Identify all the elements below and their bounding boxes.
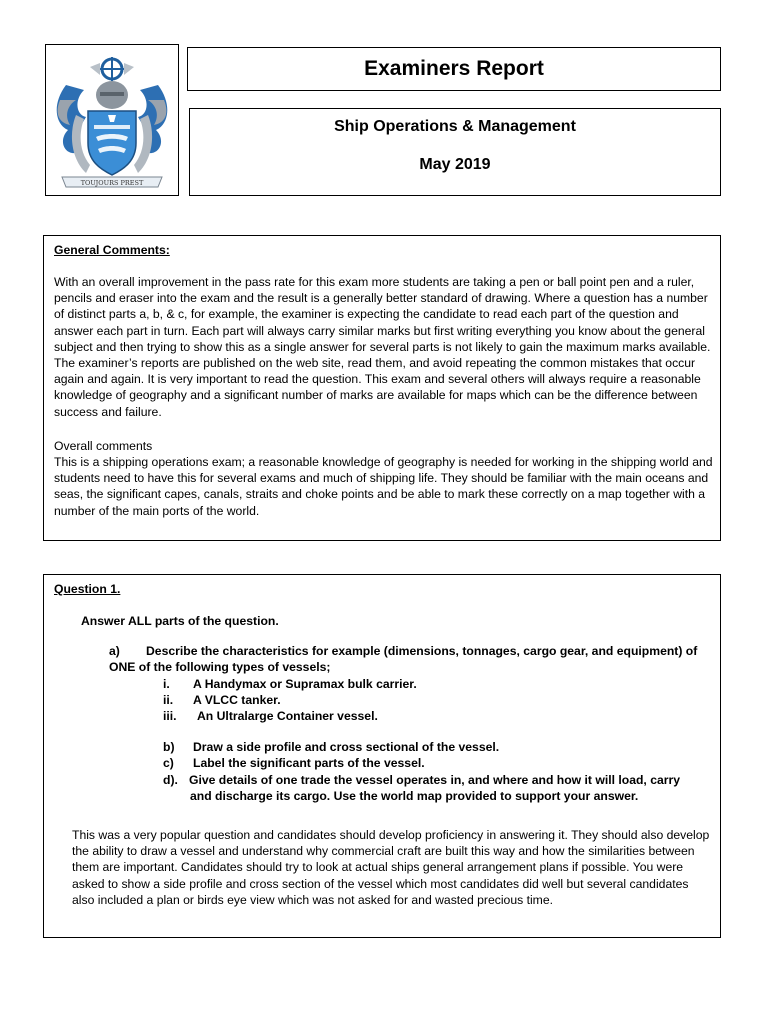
option-number: iii. bbox=[163, 709, 177, 723]
subject-title: Ship Operations & Management bbox=[334, 118, 576, 135]
crest-motto: TOUJOURS PREST bbox=[80, 179, 144, 187]
subject-box bbox=[189, 108, 721, 196]
general-comments-paragraph: With an overall improvement in the pass rate for this exam more students are taking a pen or ball point pen and a ruler, pencils and eraser into the exam and the result is a generally better standard of drawing. Where a question has a number of distinct parts a, b, & c, for example, the examiner is expecting the candidate to read each part of the question and answer each part in turn. Each part will always carry similar marks but first writing everything you know about the general subject and then trying to show this as a single answer for several parts is not likely to gain the maximum marks available. The examiner’s reports are published on the web site, read them, and avoid repeating the common mistakes that occur again and again. It is very important to read the question. This exam and several others will always require a reasonable knowledge of geography and a significant number of marks are available for maps which can be the difference between success and failure. bbox=[54, 275, 711, 419]
part-a-text-line1: Describe the characteristics for example (dimensions, tonnages, cargo gear, and equipment) of bbox=[146, 644, 698, 658]
part-d-label: d). bbox=[163, 773, 178, 787]
overall-comments-paragraph: This is a shipping operations exam; a reasonable knowledge of geography is needed for working in the shipping world and students need to have this for several exams and much of shipping life. They should be familiar with the main oceans and seas, the significant capes, canals, straits and choke points and be able to mark these correctly on a map together with a number of the main ports of the world. bbox=[54, 455, 713, 518]
page-title: Examiners Report bbox=[364, 57, 544, 80]
part-d-text-line2: and discharge its cargo. Use the world map provided to support your answer. bbox=[190, 789, 639, 803]
question-1-box bbox=[43, 574, 721, 938]
part-a-label: a) bbox=[109, 644, 120, 658]
exam-date: May 2019 bbox=[419, 156, 491, 173]
overall-comments-heading: Overall comments bbox=[54, 439, 153, 453]
coat-of-arms-icon bbox=[46, 45, 178, 195]
general-comments-heading: General Comments: bbox=[54, 243, 170, 257]
part-b-label: b) bbox=[163, 740, 175, 754]
option-text: An Ultralarge Container vessel. bbox=[197, 709, 378, 723]
institute-crest bbox=[45, 44, 179, 196]
question-1-examiner-comment: This was a very popular question and candidates should develop proficiency in answering it. They should also develop the ability to draw a vessel and understand why commercial craft are built this way and how the similarities between them are important. Candidates should try to look at actual ships general arrangement plans if possible. You were asked to show a side profile and cross section of the vessel which most candidates did well but several candidates also included a plan or birds eye view which was not asked for and wasted precious time. bbox=[72, 828, 710, 907]
question-instruction: Answer ALL parts of the question. bbox=[81, 614, 279, 628]
option-number: i. bbox=[163, 677, 170, 691]
part-b-text: Draw a side profile and cross sectional of the vessel. bbox=[193, 740, 500, 754]
part-c-text: Label the significant parts of the vessel. bbox=[193, 756, 425, 770]
question-heading: Question 1. bbox=[54, 582, 121, 596]
option-text: A Handymax or Supramax bulk carrier. bbox=[193, 677, 417, 691]
report-title-box bbox=[187, 47, 721, 91]
part-c-label: c) bbox=[163, 756, 174, 770]
part-a-text-line2: ONE of the following types of vessels; bbox=[109, 660, 331, 674]
part-d-text-line1: Give details of one trade the vessel operates in, and where and how it will load, carry bbox=[189, 773, 681, 787]
general-comments-box bbox=[43, 235, 721, 541]
option-text: A VLCC tanker. bbox=[193, 693, 281, 707]
option-number: ii. bbox=[163, 693, 174, 707]
